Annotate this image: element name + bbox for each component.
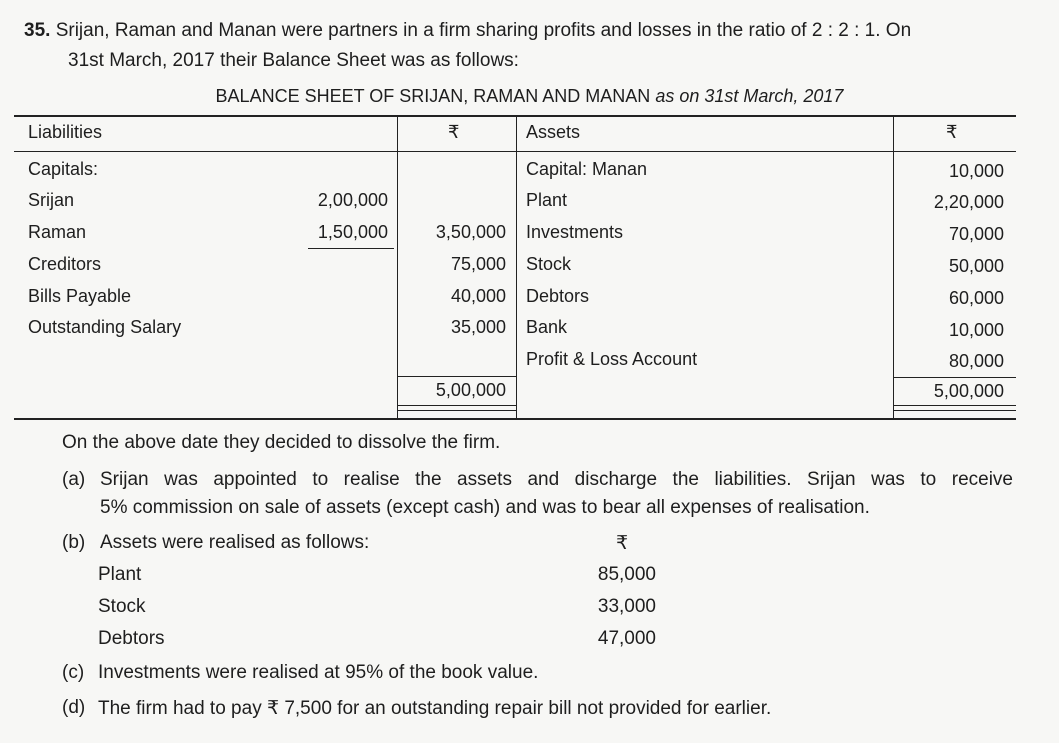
asset-total-topline [893, 377, 1016, 378]
liab-amt-creditors: 75,000 [450, 254, 506, 274]
asset-label-profit-loss: Profit & Loss Account [526, 349, 698, 369]
table-bottom-border [14, 418, 1016, 420]
liab-label-capitals: Capitals: [28, 159, 99, 179]
asset-amt-profit-loss: 80,000 [948, 351, 1004, 371]
header-assets: Assets [526, 122, 581, 142]
realised-label-debtors: Debtors [98, 628, 165, 649]
intro-text: On the above date they decided to dissolve the firm. [62, 432, 501, 453]
asset-amt-debtors: 60,000 [948, 288, 1004, 308]
item-b-rupee-header: ₹ [616, 533, 629, 554]
realised-amt-stock: 33,000 [597, 596, 656, 617]
item-c-text: Investments were realised at 95% of the book value. [98, 662, 539, 683]
item-b-label: (b) [62, 532, 86, 553]
realised-amt-plant: 85,000 [597, 564, 656, 585]
liab-label-raman: Raman [28, 222, 87, 242]
balance-sheet-title-main: BALANCE SHEET OF SRIJAN, RAMAN AND MANAN [215, 86, 651, 106]
header-liabilities: Liabilities [28, 122, 103, 142]
question-line-1 [24, 20, 911, 42]
liab-label-bills-payable: Bills Payable [28, 286, 132, 306]
item-d-text: The firm had to pay ₹ 7,500 for an outstanding repair bill not provided for earlier. [98, 698, 772, 719]
liab-total-topline [397, 376, 516, 377]
table-top-border [14, 115, 1016, 117]
liab-amt-capitals: 3,50,000 [435, 222, 506, 242]
asset-label-stock: Stock [526, 254, 572, 274]
realised-label-stock: Stock [98, 596, 146, 617]
question-text-1: Srijan, Raman and Manan were partners in a firm sharing profits and losses in the ratio of 2 : 2 : 1. On [55, 20, 912, 41]
asset-label-investments: Investments [526, 222, 624, 242]
asset-label-plant: Plant [526, 190, 568, 210]
liab-sub-raman: 1,50,000 [317, 222, 388, 242]
asset-amt-capital-manan: 10,000 [948, 161, 1004, 181]
asset-label-bank: Bank [526, 317, 568, 337]
liab-amt-outstanding-salary: 35,000 [450, 317, 506, 337]
liab-label-outstanding-salary: Outstanding Salary [28, 317, 182, 337]
sub-total-underline [308, 248, 394, 249]
asset-amt-bank: 10,000 [948, 320, 1004, 340]
item-a-label: (a) [62, 469, 86, 490]
col-divider-3 [893, 115, 894, 419]
realised-amt-debtors: 47,000 [597, 628, 656, 649]
asset-total-double-underline [893, 405, 1016, 411]
liab-label-creditors: Creditors [28, 254, 102, 274]
item-c-label: (c) [62, 662, 85, 683]
balance-sheet-title [0, 86, 1059, 107]
item-a-line-2: 5% commission on sale of assets (except cash) and was to bear all expenses of realisation. [100, 497, 870, 518]
table-header-divider [14, 151, 1016, 152]
asset-label-capital-manan: Capital: Manan [526, 159, 648, 179]
question-line-2: 31st March, 2017 their Balance Sheet was as follows: [68, 50, 519, 71]
liab-sub-srijan: 2,00,000 [317, 190, 388, 210]
question-number: 35. [24, 20, 51, 41]
item-b-text: Assets were realised as follows: [100, 532, 370, 553]
col-divider-2 [516, 115, 517, 419]
header-asset-rupee: ₹ [946, 122, 958, 142]
liab-label-srijan: Srijan [28, 190, 75, 210]
balance-sheet-title-date: as on 31st March, 2017 [655, 86, 844, 106]
item-a-line-1: Srijan was appointed to realise the assets and discharge the liabilities. Srijan was to receive [100, 469, 1013, 490]
asset-total: 5,00,000 [933, 381, 1004, 401]
liab-amt-bills-payable: 40,000 [450, 286, 506, 306]
asset-amt-plant: 2,20,000 [933, 192, 1004, 212]
liab-total-double-underline [397, 405, 516, 411]
asset-label-debtors: Debtors [526, 286, 590, 306]
col-divider-1 [397, 115, 398, 419]
realised-label-plant: Plant [98, 564, 142, 585]
header-liab-rupee: ₹ [448, 122, 460, 142]
asset-amt-stock: 50,000 [948, 256, 1004, 276]
liab-total: 5,00,000 [435, 380, 506, 400]
asset-amt-investments: 70,000 [948, 224, 1004, 244]
item-d-label: (d) [62, 697, 86, 718]
